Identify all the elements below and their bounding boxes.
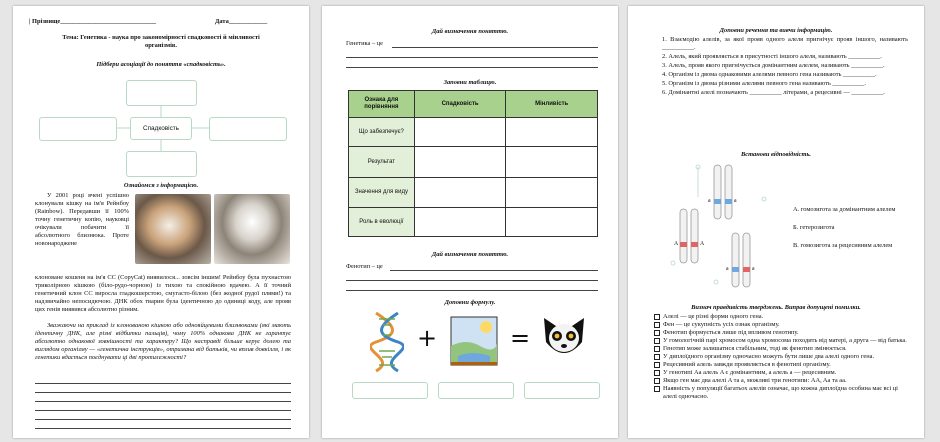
worksheet-page-3 — [628, 6, 924, 438]
worksheet-page-2 — [322, 6, 618, 438]
chromosome-diagram — [668, 161, 798, 289]
table-cell[interactable] — [506, 208, 598, 237]
statement-item[interactable]: У генотипі Aa алель A є домінантним, а алель a — рецесивним. — [654, 369, 912, 377]
table-row-label: Результат — [349, 147, 415, 178]
genetics-def-line-2[interactable] — [346, 57, 598, 58]
allele-label: A — [674, 241, 679, 247]
comparison-table — [348, 90, 598, 237]
allele-label: a — [726, 266, 729, 272]
info-text-full: клоноване кошеня на ім'я СС (CopyCat) виявилося... зовсім іншим! Рейнбоу була пухнастою триколірною кішкою (біло-рудо-чорною) із тихою та спокійною вдачею. А її точний генетичний клон СС виросла гладкошерстою, смугасто-білою (без жодної рудої плями!) та надзвичайно непосидючою. ДНК обох тварин була ідентичною до одиниці коду, але прояв цих генів виявився абсолютно різним. — [35, 274, 291, 313]
statement-item[interactable]: Рецесивний алель завжди проявляється в фенотипі організму. — [654, 361, 912, 369]
fill-item[interactable]: 3. Алель, прояв якого пригнічується домінантним алелем, називають __________. — [662, 62, 885, 69]
statement-item[interactable]: Якщо ген має два алелі A та a, можливі три генотипи: AA, Aa та aa. — [654, 377, 912, 385]
formula-box-phenotype[interactable] — [524, 382, 600, 399]
fill-item[interactable]: 1. Взаємодію алелів, за якої прояв одного алеля пригнічує прояв іншого, називають __________. — [662, 36, 908, 51]
equals-icon: = — [510, 324, 531, 352]
match-options — [793, 206, 913, 250]
table-cell[interactable] — [414, 208, 506, 237]
fill-item[interactable]: 2. Алель, який проявляється в присутності іншого алеля, називають __________. — [662, 53, 882, 60]
match-option[interactable]: Б. гетерозигота — [793, 224, 835, 231]
match-task-title: Встанови відповідність. — [740, 151, 812, 158]
match-option[interactable]: А. гомозигота за домінантним алелем — [793, 206, 896, 213]
center-word-box — [130, 117, 192, 140]
match-option[interactable]: В. гомозигота за рецесивним алелем — [793, 242, 893, 249]
statement-item[interactable]: Алелі — це різні форми одного гена. — [654, 313, 912, 321]
def-task-title-2: Дай визначення поняттю. — [431, 251, 509, 258]
def-task-title-1: Дай визначення поняттю. — [431, 28, 509, 35]
formula-task-title: Доповни формулу. — [444, 299, 496, 306]
term-genetics: Генетика – це — [346, 40, 384, 47]
answer-line-2[interactable] — [35, 392, 291, 393]
statement-item[interactable]: Фенотип формується лише під впливом генотипу. — [654, 329, 912, 337]
term-phenotype: Фенотип – це — [346, 263, 383, 270]
statement-item[interactable]: Фен — це сукупність усіх ознак організму. — [654, 321, 912, 329]
dna-icon — [370, 311, 404, 373]
fill-item[interactable]: 4. Організм із двома однаковими алелями певного гена називають __________. — [662, 71, 877, 78]
lemur-face-icon — [540, 312, 588, 364]
table-cell[interactable] — [506, 178, 598, 208]
assoc-box-bottom[interactable] — [126, 151, 197, 177]
center-word: Спадковість — [142, 125, 180, 132]
info-question: Зважаючи на приклад із клонованою кішкою або однояйцевими близнюками (які мають ідентичну ДНК, але різні відбитки пальців), чому 100% однакова ДНК не гарантує абсолютно однакової зовнішності та характеру? Що насправді більше керує долею та виглядом організму — «генетична інструкція», отримана від батьків, чи вплив довкілля, і як генетики вдасться поєднувати ці дві протилежності? — [35, 322, 291, 361]
table-header-heredity: Спадковість — [414, 91, 506, 118]
table-cell[interactable] — [414, 147, 506, 178]
table-cell[interactable] — [414, 178, 506, 208]
fill-item[interactable]: 5. Організм із двома різними алелями певного гена називають __________. — [662, 80, 866, 87]
info-text-beside-photo: У 2001 році вчені успішно клонували кішку на ім'я Рейнбоу (Rainbow). Передавши її 100% точну генетичну копію, науковці очікували побачити її абсолютного близнюка. Проте новонароджене — [35, 192, 129, 247]
genetics-def-line-1[interactable] — [392, 47, 598, 48]
fill-list — [662, 36, 908, 97]
cat-photo-copycat — [214, 194, 290, 264]
allele-label: a — [752, 266, 755, 272]
answer-line-4[interactable] — [35, 410, 291, 411]
phenotype-def-line-1[interactable] — [390, 270, 598, 271]
allele-label: a — [708, 198, 711, 204]
allele-label: a — [734, 198, 737, 204]
table-row-label: Що забезпечує? — [349, 118, 415, 147]
table-cell[interactable] — [506, 147, 598, 178]
phenotype-def-line-3[interactable] — [346, 290, 598, 291]
fill-item[interactable]: 6. Домінантні алелі позначають __________ літерами, а рецесивні — __________. — [662, 89, 885, 96]
surname-label: Прізвище — [32, 18, 61, 25]
environment-icon — [450, 316, 498, 366]
table-header-feature: Ознака для порівняння — [349, 91, 415, 118]
phenotype-def-line-2[interactable] — [346, 280, 598, 281]
answer-line-3[interactable] — [35, 401, 291, 402]
worksheet-page-1 — [13, 6, 309, 438]
topic-title: Тема: Генетика - наука про закономірності спадковості й мінливості організмів. — [62, 34, 260, 49]
fill-task-title: Доповни речення та вивчи інформацію. — [719, 27, 833, 34]
answer-line-1[interactable] — [35, 383, 291, 384]
table-row-label: Роль в еволюції — [349, 208, 415, 237]
surname-field[interactable]: | Прізвище______________________________ — [29, 18, 157, 25]
answer-line-6[interactable] — [35, 428, 291, 429]
true-false-task-title: Визнач правдивість тверджень. Виправ допущені помилки. — [691, 304, 861, 311]
table-task-title: Заповни таблицю. — [443, 79, 497, 86]
cat-photo-rainbow — [135, 194, 211, 264]
table-cell[interactable] — [414, 118, 506, 147]
assoc-box-right[interactable] — [209, 117, 287, 141]
genetics-def-line-3[interactable] — [346, 67, 598, 68]
allele-label: A — [700, 241, 705, 247]
table-cell[interactable] — [506, 118, 598, 147]
statement-item[interactable]: У гомологічній парі хромосом одна хромосома походить від матері, а друга — від батька. — [654, 337, 912, 345]
assoc-box-left[interactable] — [39, 117, 117, 141]
assoc-task-title: Підбери асоціації до поняття «спадковість». — [96, 61, 226, 68]
true-false-list — [654, 313, 912, 401]
table-header-variability: Мінливість — [506, 91, 598, 118]
answer-line-5[interactable] — [35, 419, 291, 420]
date-label: Дата — [215, 18, 229, 25]
statement-item[interactable]: Наявність у популяції багатьох алелів означає, що кожна диплоїдна особина має всі ці алелі одночасно. — [654, 385, 912, 401]
statement-item[interactable]: У диплоїдного організму одночасно можуть бути лише два алелі одного гена. — [654, 353, 912, 361]
table-row-label: Значення для виду — [349, 178, 415, 208]
formula-box-environment[interactable] — [438, 382, 514, 399]
date-field[interactable]: Дата____________ — [215, 18, 268, 25]
info-task-title: Ознайомся з інформацією. — [123, 182, 199, 189]
statement-item[interactable]: Генотип може залишатися стабільним, тоді як фенотип змінюється. — [654, 345, 912, 353]
plus-icon: + — [417, 324, 438, 352]
formula-box-genotype[interactable] — [352, 382, 428, 399]
assoc-box-top[interactable] — [126, 80, 197, 106]
